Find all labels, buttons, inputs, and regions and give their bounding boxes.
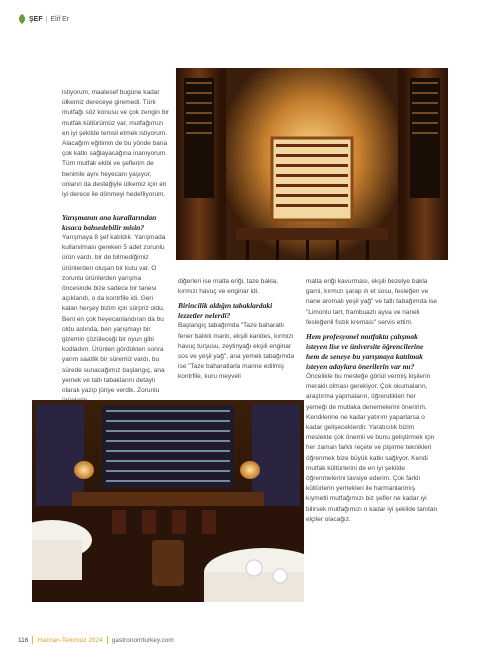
answer-rules-text: Yarışmaya 8 şef katıldık. Yarışmada kullanılması gereken 5 adet zorunlu ürün vardı, bir de bilmediğimiz ürünlerden oluşan bir kutu var. O zorunlu ürünlerden yarışma öncesinde bize sadece bir tanesi açıklandı, o da kontrfile idi. Geri kalan herşey bizim için sürpriz oldu. Beni en çok heyecanlandıran da bu oldu aslında, ben yarışmayı bir gizemin çözüleceği bir oyun gibi kodladım. Ürünleri gördükten sonra yarım saatlik bir süremiz vardı, bu sürede sunacağımız başlangıç, ana yemek ve tatlı tabaklarını detaylı olarak yazıp jüriye verdik. Zorunlu [62,234,166,395]
footer-divider-2 [107,636,108,644]
restaurant-wine-wall-photo [176,68,448,260]
question-heading-advice: Hem profesyonel mutfakta çalışmak isteyen lise ve üniversite öğrencilerine hem de seneye bu yarışmaya katılmak isteyen adaylara önerilerin var mı? [306,332,424,372]
answer-advice-text: Öncelikle bu mesleğe gönül vermiş kişilerin meraklı olması gerekiyor. Çok okumaların, araştırma yapmaların, öğrendikleri her yemeği de mutlaka denemelerini öneririm. Kendilerine ne kadar yatırım yaparlarsa o kadar gelişeceklerdir. Yaratıcılık bizim meslekte çok önemli ve bunu geliştirmek için her zaman farklı reçete ve pişirme teknikleri öğrenmek bize büyük katkı sağlıyor. Kendi mutfak kültürlerini de en iyi şekilde öğrenmelerini tavsiye ederim. Çok farklı kültürlerin yemekleri ile harmanlanmış kıymetli mutfağımızı biz şefler ne kadar iyi bilirsek mutfağımızı o kadar iyi şekilde tanıtan elçiler olacağız. [306,373,438,523]
col2-intro-text: diğerleri ise malta eriği, taze bakla, kırmızı havuç ve enginar idi. [178,278,279,296]
col1-intro-text: istiyorum, maalesef bugüne kadar ülkemiz dereceye giremedi. Türk mutfağı söz konusu ve çok zengin bir mutfak kültürümüz var, mutfağımızı en iyi şekilde temsil etmek istiyorum. Alacağım eğitimin de bu yönde bana çok katkı sağlayacağına inanıyorum. Tüm mutfak ekibi ve şeflerim de benimle aynı heyecanı yaşıyor, onların da desteğiyle ülkemiz için en iyi derece ile dönmeyi hedefliyorum. [62,89,169,199]
col3-intro-text: malta eriği kavurması, ekşili bezelye bakla garni, kırmızı şarap ılı et sosu, fesleğen ve nane aromalı yeşil yağ" ve tatlı tabağımda ise "Limonlu tart, frambuazlı ayva ve naneli fesleğenli fıstık kreması" servis ettim. [306,278,437,326]
author-name: Elif Er [50,15,70,23]
magazine-section-label: ŞEF [29,15,43,23]
website-url: gastronomturkey.com [111,636,174,644]
leaf-icon [18,14,26,24]
column-1-intro [62,88,170,200]
answer-dishes-text: Başlangıç tabağımda "Taze baharatlı fener balıklı mantı, ekşili karides, kırmızı havuç turşusu, zeytinyağı ekşili enginar sos ve yeşil yağ", ana yemek tabağımda ise "Taze baharatlarla marine edilmiş kontrfile, kuru meyveli [178,322,295,381]
issue-date: Haziran-Temmuz 2024 [37,636,103,644]
column-2 [178,277,298,383]
footer-divider [32,636,33,644]
page-footer [18,636,174,644]
column-1-qa [62,209,170,406]
column-3 [306,277,438,525]
question-heading-dishes: Birincilik aldığın tabaklardaki lezzetler nelerdi? [178,301,273,321]
header-separator: | [45,15,48,23]
question-heading-rules: Yarışmanın ana kurallarından kısaca bahsedebilir misin? [62,213,157,232]
page-number: 116 [18,636,29,644]
restaurant-dining-room-photo [32,400,304,602]
page-header [18,14,69,24]
